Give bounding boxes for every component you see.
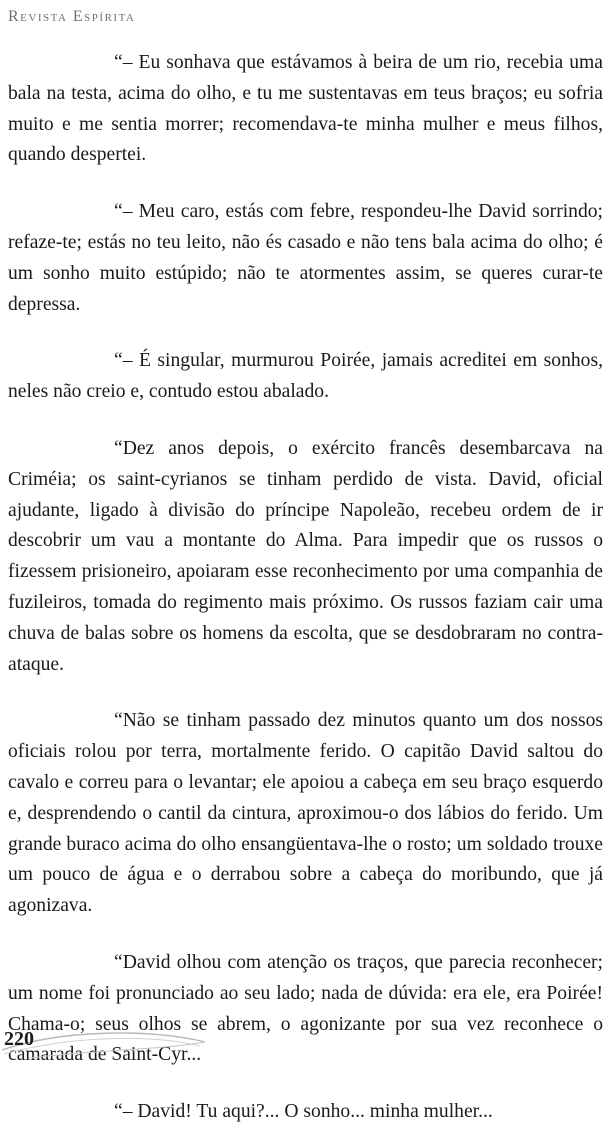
paragraph-4: “Dez anos depois, o exército francês desembarcava na Criméia; os saint-cyrianos se tinham perdido de vista. David, oficial ajudante, ligado à divisão do príncipe Napoleão, recebeu ordem de ir descobrir um vau a montante do Alma. Para impedir que os russos o fizessem prisioneiro, apoiaram esse reconhecimento por uma companhia de fuzileiros, tomada do regimento mais próximo. Os russos faziam cair uma chuva de balas sobre os homens da escolta, que se desdobraram no contra-ataque. xyxy=(8,437,603,675)
paragraph-2: “– Meu caro, estás com febre, respondeu-lhe David sorrindo; refaze-te; estás no teu leito, não és casado e não tens bala acima do olho; é um sonho muito estúpido; não te atormentes assim, se queres curar-te depressa. xyxy=(8,201,603,315)
footer-swoosh-ornament xyxy=(0,1020,611,1060)
page-body xyxy=(8,48,603,1128)
paragraph-6: “David olhou com atenção os traços, que parecia reconhecer; um nome foi pronunciado ao seu lado; nada de dúvida: era ele, era Poirée! Chama-o; seus olhos se abrem, o agonizante por sua vez reconhece o camarada de Saint-Cyr... xyxy=(8,951,603,1066)
running-header: Revista Espírita xyxy=(8,8,136,25)
paragraph-5: “Não se tinham passado dez minutos quanto um dos nossos oficiais rolou por terra, mortalmente ferido. O capitão David saltou do cavalo e correu para o levantar; ele apoiou a cabeça em seu braço esquerdo e, desprendendo o cantil da cintura, aproximou-o dos lábios do ferido. Um grande buraco acima do olho ensangüentava-lhe o rosto; um soldado trouxe um pouco de água e o derrabou sobre a cabeça do moribundo, que já agonizava. xyxy=(8,710,603,917)
paragraph-3: “– É singular, murmurou Poirée, jamais acreditei em sonhos, neles não creio e, contudo estou abalado. xyxy=(8,350,603,403)
paragraph-7: “– David! Tu aqui?... O sonho... minha mulher... xyxy=(114,1101,493,1123)
page-number: 220 xyxy=(4,1028,34,1050)
paragraph-1: “– Eu sonhava que estávamos à beira de um rio, recebia uma bala na testa, acima do olho, e tu me sustentavas em teus braços; eu sofria muito e me sentia morrer; recomendava-te minha mulher e meus filhos, quando despertei. xyxy=(8,52,603,166)
